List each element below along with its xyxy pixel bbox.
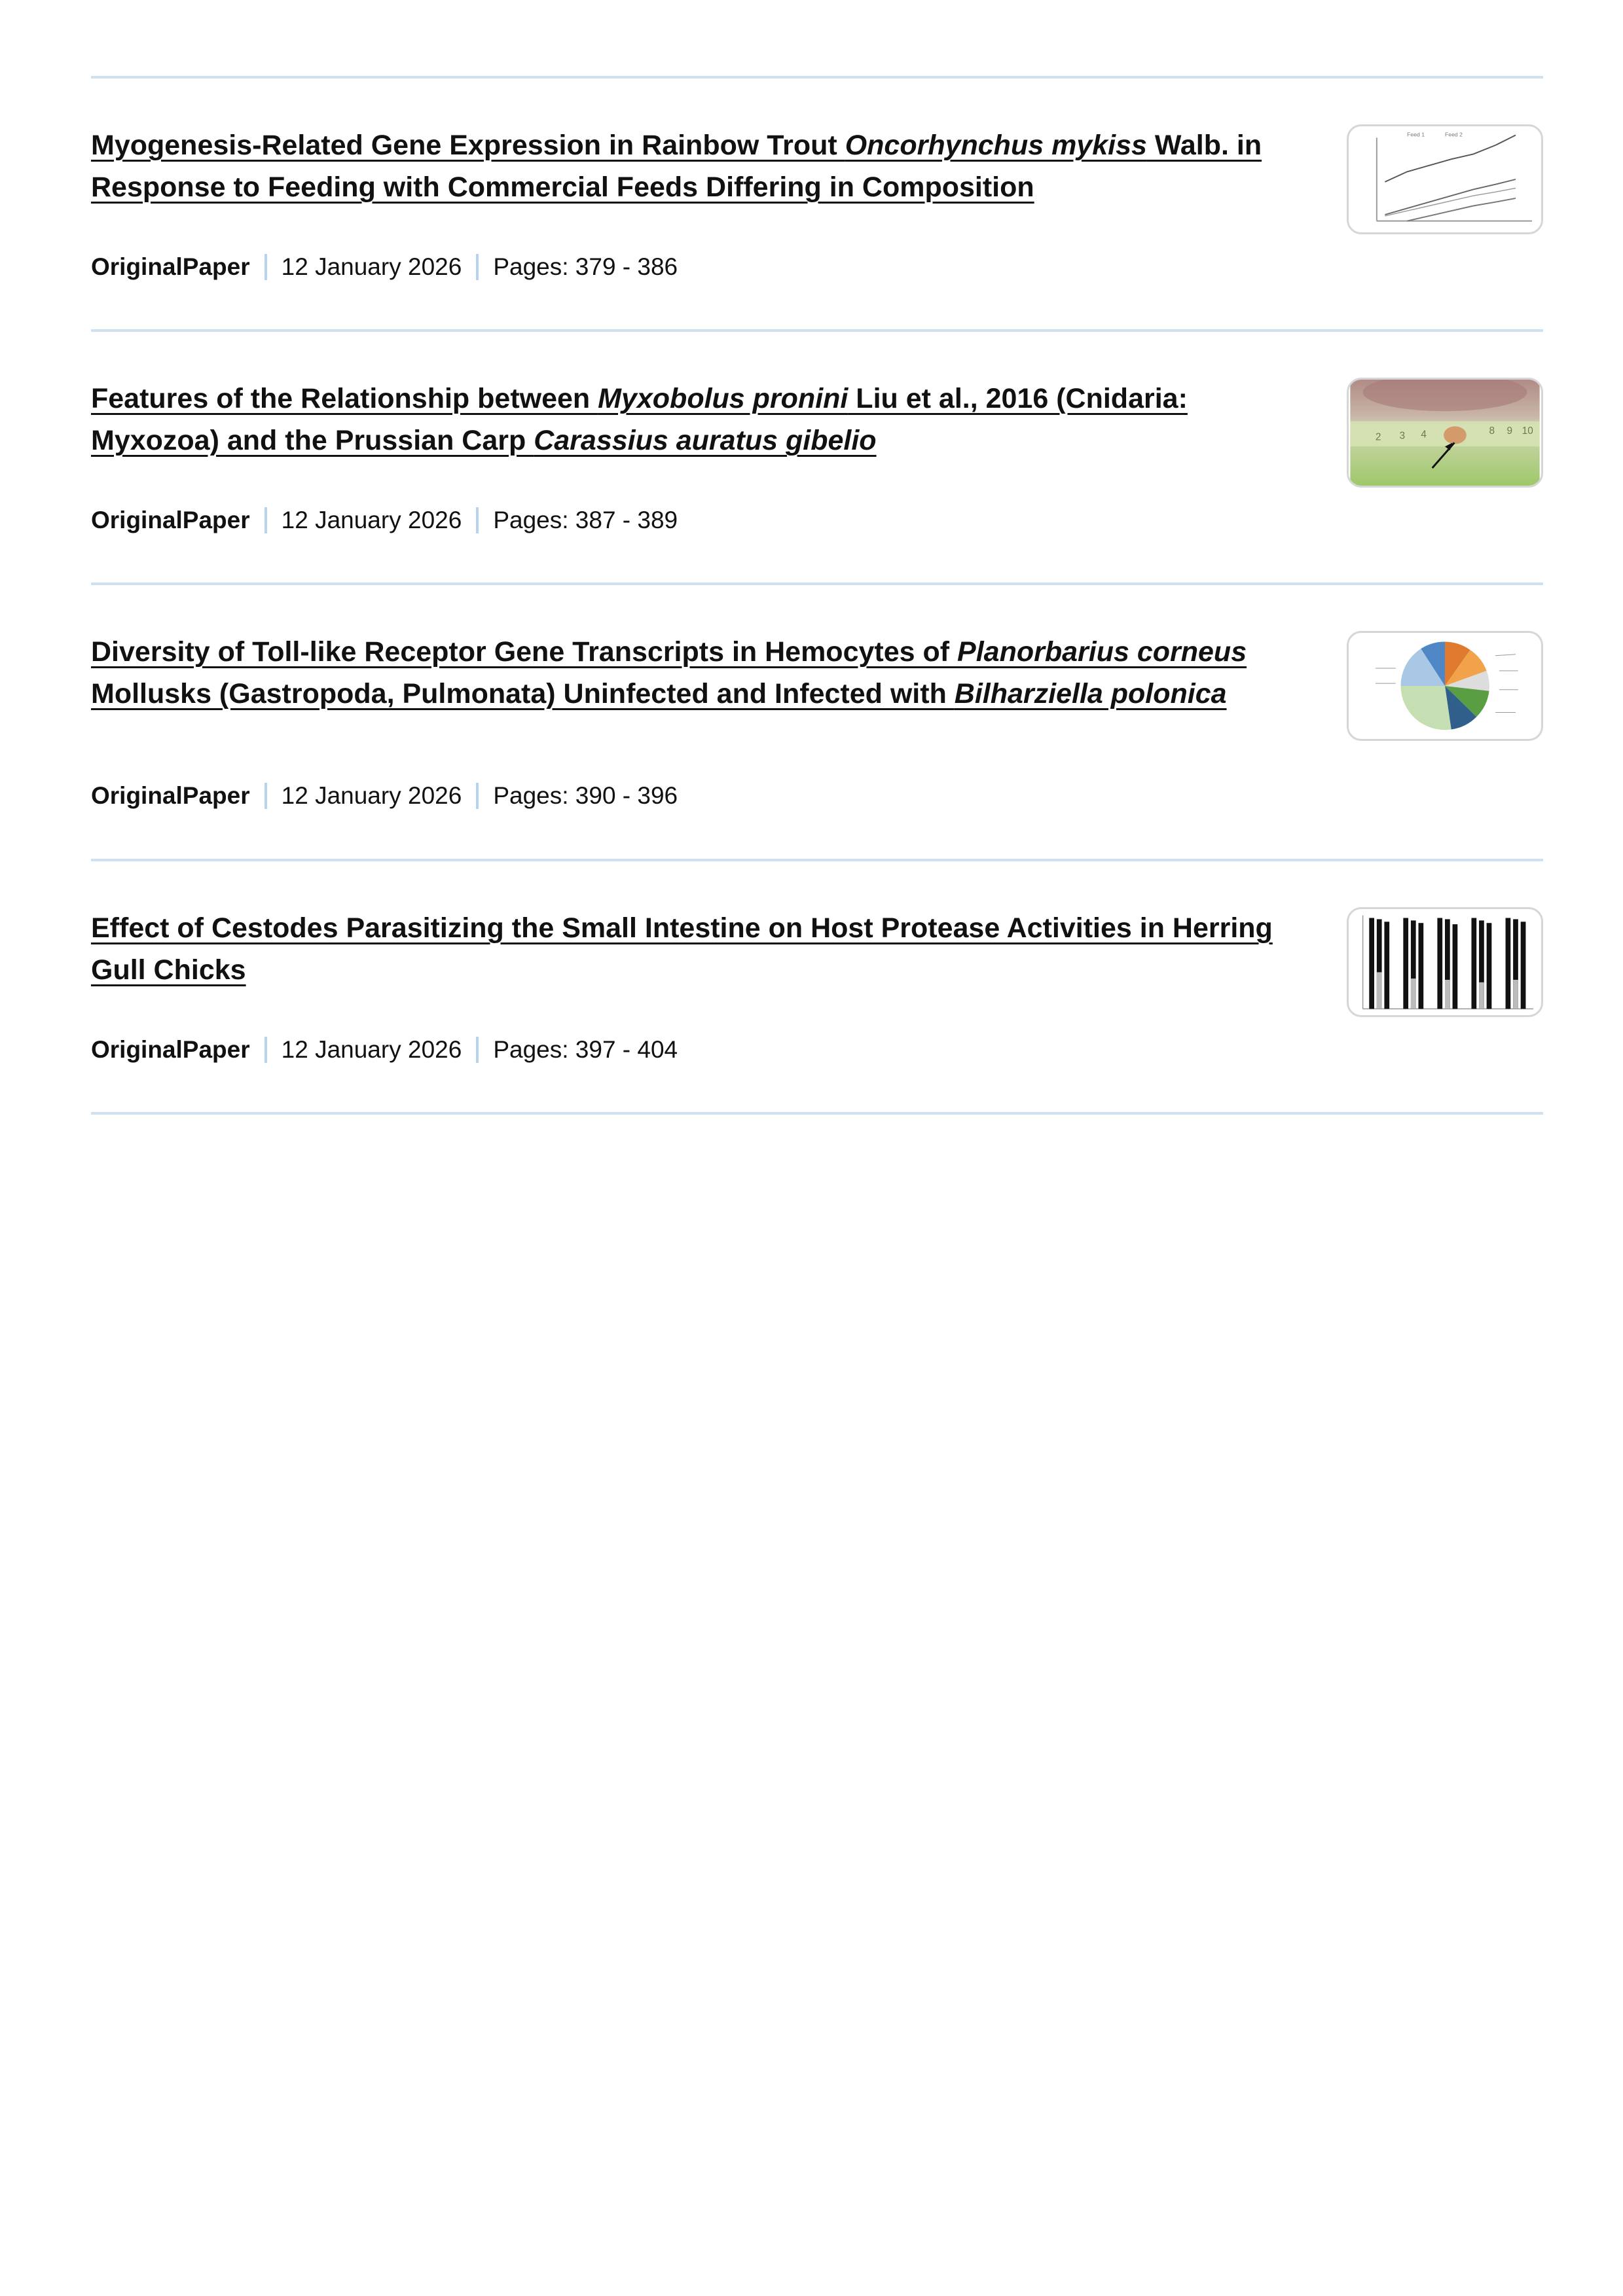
published-date: 12 January 2026 [281,253,462,280]
title-segment: Features of the Relationship between [91,383,598,414]
ruler-mark: 3 [1399,430,1406,442]
meta-separator [476,507,479,533]
article-title-link-2[interactable] [91,383,1188,456]
content-type-label: OriginalPaper [91,507,250,533]
title-segment-italic: Planorbarius corneus [957,636,1247,668]
article-title-1 [91,124,1283,208]
content-type-label: OriginalPaper [91,782,250,809]
article-meta-2 [91,506,678,535]
article-item-1 [91,79,1543,329]
article-title-3 [91,631,1283,715]
article-title-link-4[interactable] [91,912,1273,986]
line-chart-thumbnail-icon [1349,126,1541,232]
bar-chart-thumbnail-icon [1349,909,1541,1015]
title-segment: Walb. in Response to Feeding with Commercial Feeds Differing in Composition [91,130,1262,203]
article-title-link-1[interactable] [91,130,1262,203]
article-title-4 [91,907,1283,991]
title-segment-italic: Bilharziella polonica [954,678,1227,709]
title-segment-italic: Oncorhynchus mykiss [845,130,1147,161]
published-date: 12 January 2026 [281,1036,462,1063]
meta-separator [264,254,267,280]
meta-separator [264,1037,267,1063]
title-segment: Liu et al., 2016 (Cnidaria: Myxozoa) and the Prussian Carp [91,383,1188,456]
article-title-2 [91,378,1283,461]
meta-separator [476,1037,479,1063]
pie-chart-thumbnail-icon [1349,633,1541,739]
page-range: Pages: 379 - 386 [493,253,678,280]
title-segment: Effect of Cestodes Parasitizing the Small Intestine on Host Protease Activities in Herring Gull Chicks [91,912,1273,986]
article-item-3 [91,585,1543,859]
title-segment: Mollusks (Gastropoda, Pulmonata) Uninfected and Infected with [91,678,955,709]
content-type-label: OriginalPaper [91,253,250,280]
ruler-mark: 2 [1375,431,1381,443]
photo-thumbnail-icon [1349,380,1541,486]
ruler-mark: 10 [1522,425,1533,437]
ruler-mark: 4 [1421,429,1427,440]
published-date: 12 January 2026 [281,507,462,533]
thumb-legend-1: Feed 1 [1407,131,1425,138]
page-range: Pages: 387 - 389 [493,507,678,533]
article-item-4 [91,861,1543,1112]
article-thumbnail-4[interactable] [1347,907,1543,1017]
ruler-mark: 8 [1489,425,1495,437]
title-segment-italic: Carassius auratus gibelio [534,425,877,456]
content-type-label: OriginalPaper [91,1036,250,1063]
article-meta-3 [91,781,678,810]
article-thumbnail-2[interactable] [1347,378,1543,488]
title-segment: Diversity of Toll-like Receptor Gene Transcripts in Hemocytes of [91,636,958,668]
article-meta-1 [91,253,678,281]
meta-separator [264,783,267,809]
published-date: 12 January 2026 [281,782,462,809]
meta-separator [476,783,479,809]
title-segment: Myogenesis-Related Gene Expression in Rainbow Trout [91,130,845,161]
title-segment-italic: Myxobolus pronini [598,383,848,414]
article-meta-4 [91,1035,678,1064]
divider [91,1112,1543,1115]
meta-separator [264,507,267,533]
article-thumbnail-1[interactable] [1347,124,1543,234]
page-range: Pages: 390 - 396 [493,782,678,809]
page-range: Pages: 397 - 404 [493,1036,678,1063]
ruler-mark: 9 [1506,425,1513,437]
article-thumbnail-3[interactable] [1347,631,1543,741]
article-list [91,76,1543,1115]
thumb-legend-2: Feed 2 [1445,131,1463,138]
article-item-2 [91,332,1543,583]
meta-separator [476,254,479,280]
article-title-link-3[interactable] [91,636,1247,709]
